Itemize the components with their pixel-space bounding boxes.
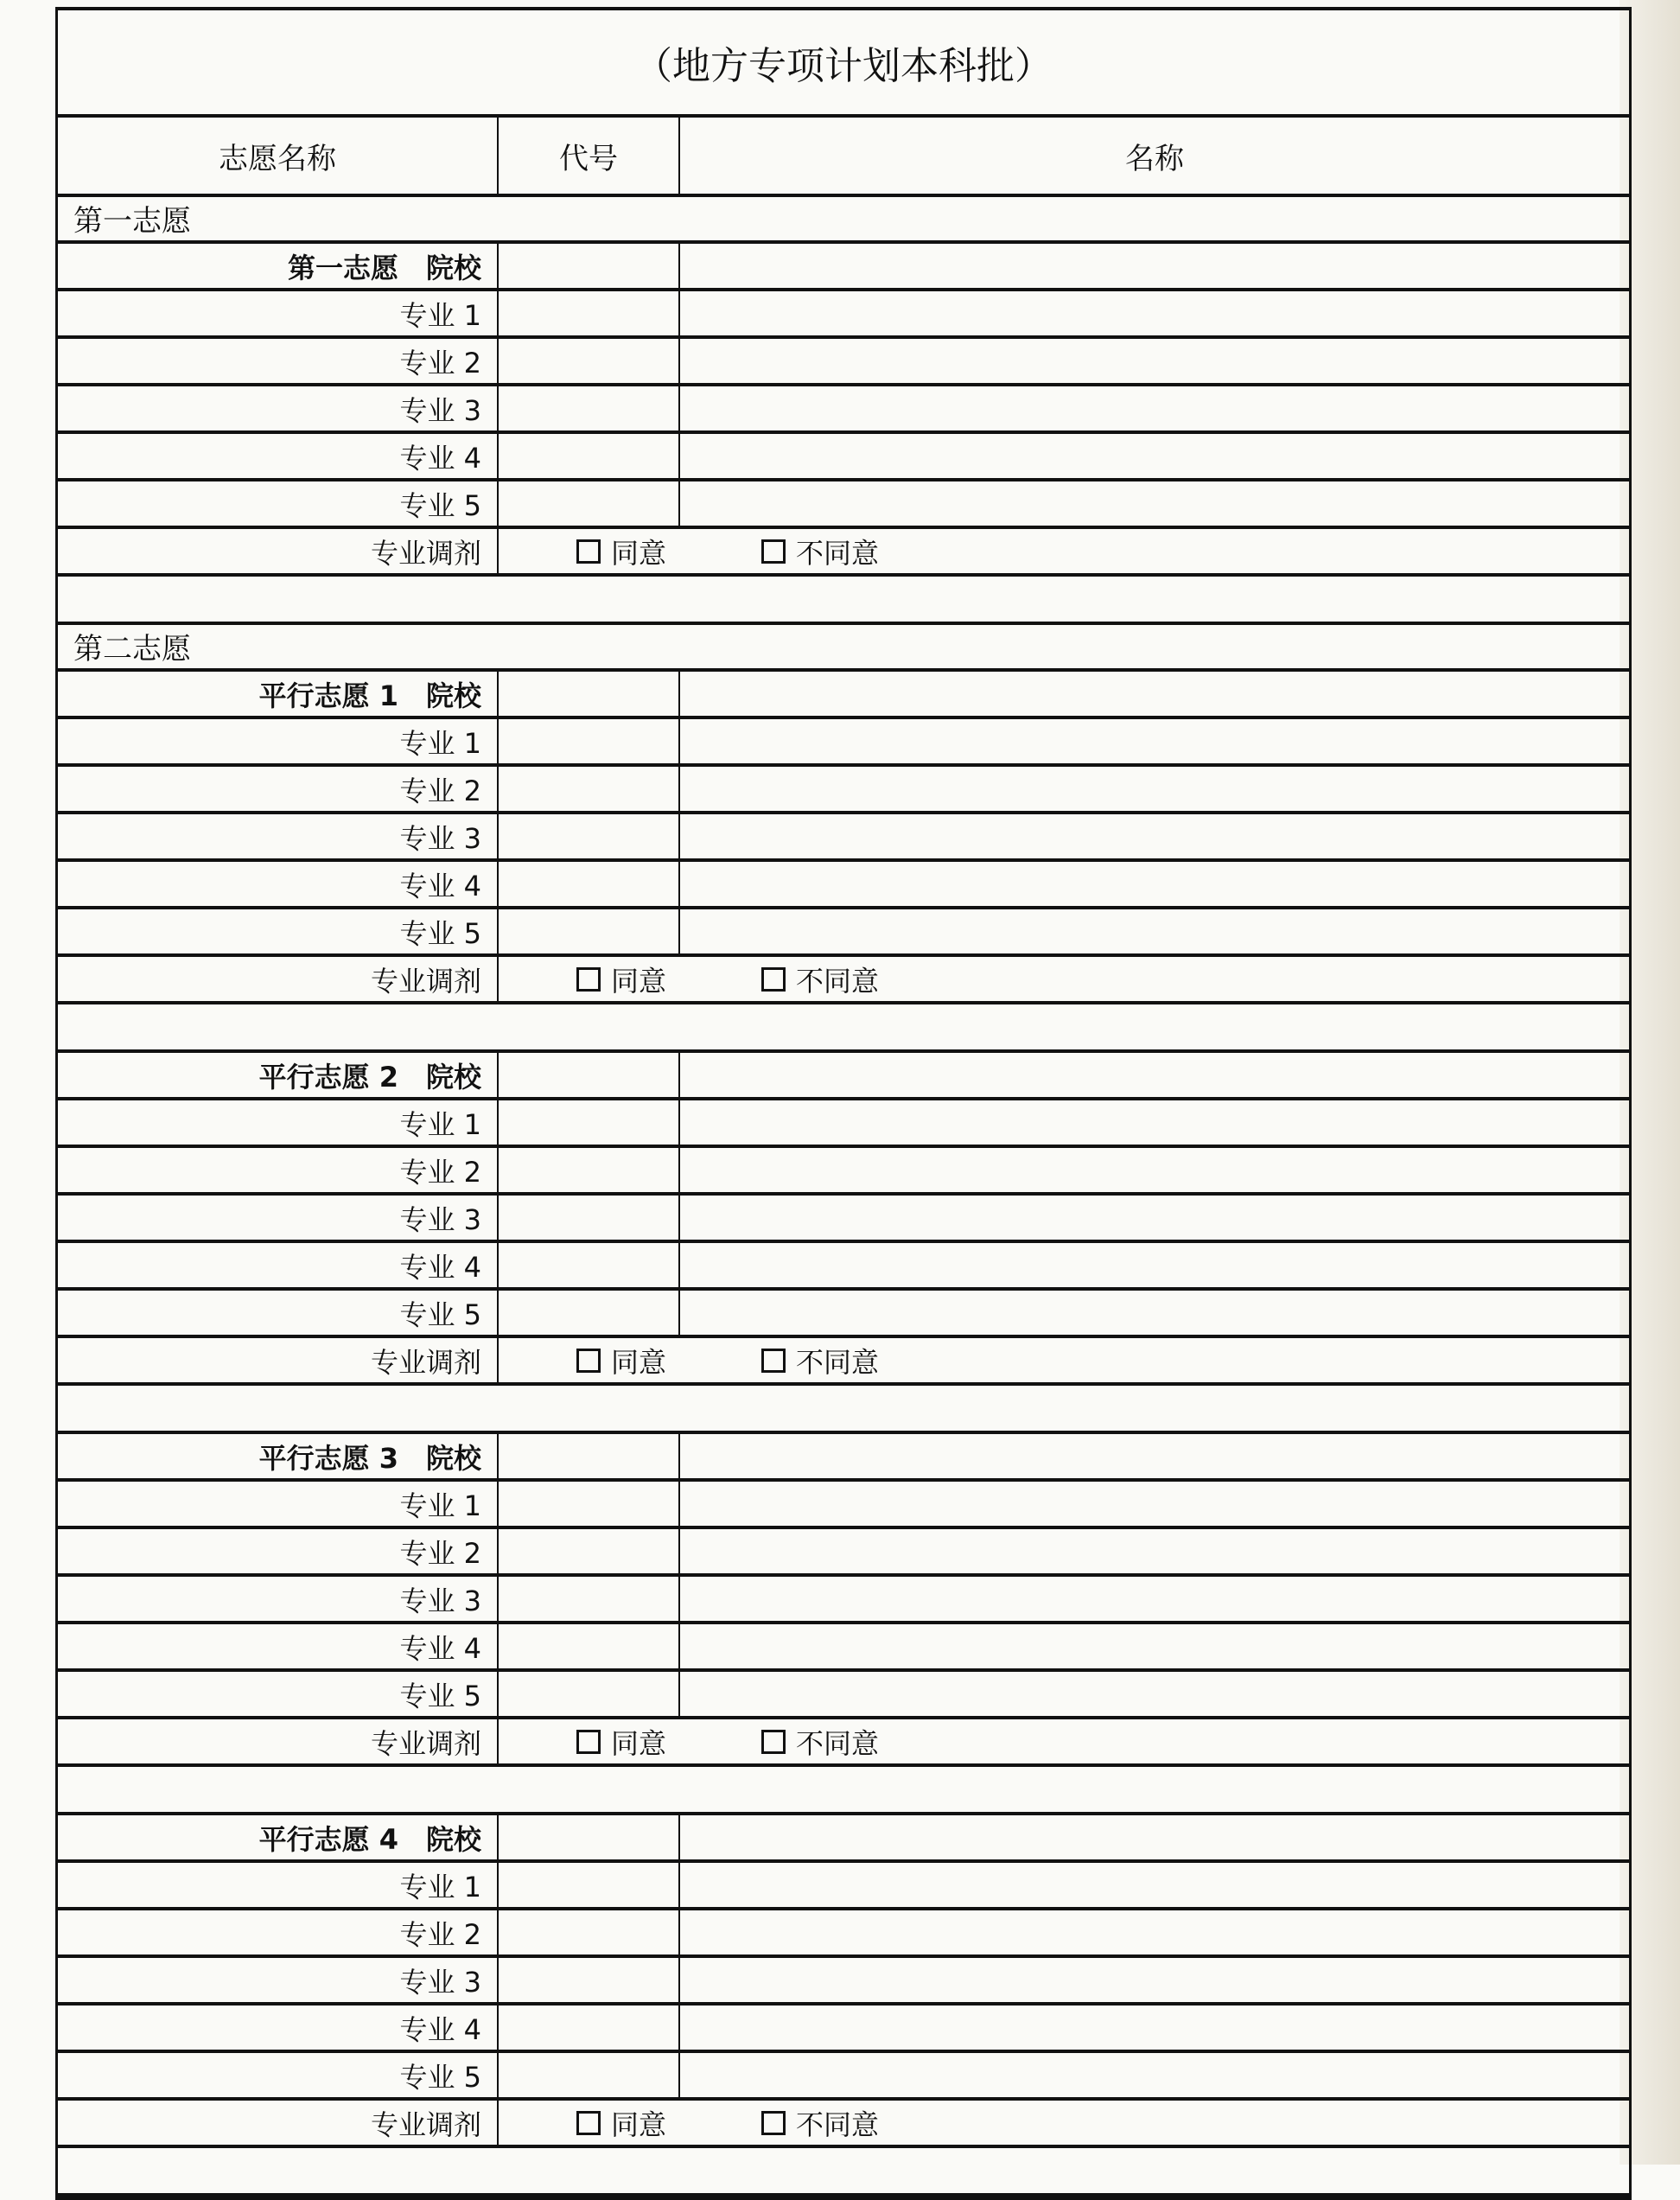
major-code-field[interactable] <box>499 386 680 430</box>
major-name-field[interactable] <box>680 719 1629 763</box>
major-name-field[interactable] <box>680 767 1629 811</box>
major-row <box>58 862 1629 909</box>
school-code-field[interactable] <box>499 1815 680 1859</box>
agree-option[interactable]: 同意 <box>576 532 666 571</box>
major-label: 专业 1 <box>58 291 499 335</box>
major-code-field[interactable] <box>499 1577 680 1621</box>
major-code-field[interactable] <box>499 1672 680 1716</box>
major-name-field[interactable] <box>680 1243 1629 1287</box>
adjust-row <box>58 1338 1629 1386</box>
major-row <box>58 2006 1629 2053</box>
major-name-field[interactable] <box>680 1624 1629 1668</box>
major-code-field[interactable] <box>499 1624 680 1668</box>
major-code-field[interactable] <box>499 1243 680 1287</box>
major-row <box>58 1910 1629 1958</box>
school-row <box>58 244 1629 291</box>
major-code-field[interactable] <box>499 1529 680 1573</box>
major-name-field[interactable] <box>680 1482 1629 1526</box>
school-code-field[interactable] <box>499 1053 680 1097</box>
section-label: 第一志愿 <box>58 197 1629 244</box>
major-code-field[interactable] <box>499 339 680 383</box>
major-name-field[interactable] <box>680 1577 1629 1621</box>
school-name-field[interactable] <box>680 672 1629 716</box>
major-row <box>58 386 1629 434</box>
disagree-option[interactable]: 不同意 <box>761 532 879 571</box>
major-row <box>58 434 1629 481</box>
major-code-field[interactable] <box>499 767 680 811</box>
major-row <box>58 291 1629 339</box>
adjust-label: 专业调剂 <box>58 957 499 1001</box>
school-name-field[interactable] <box>680 1815 1629 1859</box>
agree-option[interactable]: 同意 <box>576 1341 666 1381</box>
adjust-label: 专业调剂 <box>58 2101 499 2145</box>
checkbox-icon[interactable] <box>761 1730 786 1754</box>
checkbox-icon[interactable] <box>761 1349 786 1373</box>
disagree-option[interactable]: 不同意 <box>761 2103 879 2143</box>
major-row <box>58 1672 1629 1719</box>
major-row <box>58 814 1629 862</box>
major-name-field[interactable] <box>680 814 1629 858</box>
checkbox-icon[interactable] <box>576 1349 601 1373</box>
major-label: 专业 3 <box>58 1958 499 2002</box>
major-code-field[interactable] <box>499 1482 680 1526</box>
school-row <box>58 1434 1629 1482</box>
major-label: 专业 1 <box>58 1863 499 1907</box>
agree-option[interactable]: 同意 <box>576 960 666 999</box>
school-row <box>58 1053 1629 1100</box>
major-label: 专业 4 <box>58 862 499 906</box>
major-row <box>58 2053 1629 2101</box>
major-label: 专业 2 <box>58 1529 499 1573</box>
major-name-field[interactable] <box>680 1672 1629 1716</box>
major-name-field[interactable] <box>680 386 1629 430</box>
major-code-field[interactable] <box>499 481 680 526</box>
major-label: 专业 2 <box>58 1148 499 1192</box>
major-name-field[interactable] <box>680 291 1629 335</box>
school-row <box>58 1815 1629 1863</box>
major-code-field[interactable] <box>499 1863 680 1907</box>
major-code-field[interactable] <box>499 291 680 335</box>
adjust-row <box>58 957 1629 1004</box>
major-name-field[interactable] <box>680 1529 1629 1573</box>
major-label: 专业 4 <box>58 2006 499 2050</box>
major-label: 专业 1 <box>58 1482 499 1526</box>
major-name-field[interactable] <box>680 1100 1629 1145</box>
adjust-label: 专业调剂 <box>58 1719 499 1763</box>
school-code-field[interactable] <box>499 244 680 288</box>
section-label: 第二志愿 <box>58 625 1629 672</box>
major-name-field[interactable] <box>680 434 1629 478</box>
school-row <box>58 672 1629 719</box>
checkbox-icon[interactable] <box>761 967 786 992</box>
major-name-field[interactable] <box>680 2006 1629 2050</box>
major-code-field[interactable] <box>499 1291 680 1335</box>
major-name-field[interactable] <box>680 481 1629 526</box>
major-row <box>58 1577 1629 1624</box>
major-code-field[interactable] <box>499 814 680 858</box>
adjust-label: 专业调剂 <box>58 529 499 573</box>
disagree-option[interactable]: 不同意 <box>761 1341 879 1381</box>
major-code-field[interactable] <box>499 719 680 763</box>
major-row <box>58 719 1629 767</box>
major-label: 专业 5 <box>58 909 499 953</box>
major-label: 专业 1 <box>58 719 499 763</box>
major-row <box>58 1482 1629 1529</box>
adjust-row <box>58 1719 1629 1767</box>
major-name-field[interactable] <box>680 2053 1629 2097</box>
checkbox-icon[interactable] <box>576 1730 601 1754</box>
major-label: 专业 5 <box>58 2053 499 2097</box>
major-name-field[interactable] <box>680 1910 1629 1954</box>
disagree-option[interactable]: 不同意 <box>761 960 879 999</box>
header-name: 名称 <box>1125 141 1184 176</box>
major-name-field[interactable] <box>680 1958 1629 2002</box>
major-label: 专业 4 <box>58 1624 499 1668</box>
major-code-field[interactable] <box>499 2006 680 2050</box>
major-code-field[interactable] <box>499 1910 680 1954</box>
major-code-field[interactable] <box>499 909 680 953</box>
spacer-row <box>58 577 1629 625</box>
spacer-row <box>58 1386 1629 1434</box>
checkbox-icon[interactable] <box>761 2111 786 2135</box>
major-name-field[interactable] <box>680 1863 1629 1907</box>
major-code-field[interactable] <box>499 1958 680 2002</box>
major-name-field[interactable] <box>680 1291 1629 1335</box>
major-label: 专业 3 <box>58 386 499 430</box>
major-name-field[interactable] <box>680 1148 1629 1192</box>
major-label: 专业 3 <box>58 1577 499 1621</box>
major-code-field[interactable] <box>499 1196 680 1240</box>
major-code-field[interactable] <box>499 1148 680 1192</box>
major-label: 专业 3 <box>58 814 499 858</box>
major-row <box>58 1958 1629 2006</box>
major-code-field[interactable] <box>499 1100 680 1145</box>
major-row <box>58 1624 1629 1672</box>
major-label: 专业 1 <box>58 1100 499 1145</box>
header-volunteer-name: 志愿名称 <box>58 118 499 194</box>
major-label: 专业 5 <box>58 481 499 526</box>
header-row <box>58 118 1629 197</box>
major-label: 专业 4 <box>58 434 499 478</box>
agree-option[interactable]: 同意 <box>576 2103 666 2143</box>
major-row <box>58 1529 1629 1577</box>
major-row <box>58 909 1629 957</box>
agree-option[interactable]: 同意 <box>576 1722 666 1762</box>
major-name-field[interactable] <box>680 862 1629 906</box>
school-code-field[interactable] <box>499 672 680 716</box>
major-code-field[interactable] <box>499 2053 680 2097</box>
checkbox-icon[interactable] <box>761 539 786 564</box>
major-row <box>58 1291 1629 1338</box>
spacer-row <box>58 2148 1629 2197</box>
application-form <box>55 7 1632 2200</box>
adjust-row <box>58 529 1629 577</box>
school-label: 平行志愿 3 院校 <box>58 1434 499 1478</box>
major-label: 专业 3 <box>58 1196 499 1240</box>
major-code-field[interactable] <box>499 434 680 478</box>
checkbox-icon[interactable] <box>576 539 601 564</box>
major-name-field[interactable] <box>680 1196 1629 1240</box>
school-label: 平行志愿 1 院校 <box>58 672 499 716</box>
checkbox-icon[interactable] <box>576 2111 601 2135</box>
major-label: 专业 5 <box>58 1672 499 1716</box>
major-row <box>58 1243 1629 1291</box>
adjust-label: 专业调剂 <box>58 1338 499 1382</box>
major-row <box>58 481 1629 529</box>
spacer-row <box>58 1004 1629 1053</box>
form-title: （地方专项计划本科批） <box>58 7 1629 118</box>
major-row <box>58 339 1629 386</box>
school-label: 第一志愿 院校 <box>58 244 499 288</box>
major-row <box>58 767 1629 814</box>
school-code-field[interactable] <box>499 1434 680 1478</box>
disagree-option[interactable]: 不同意 <box>761 1722 879 1762</box>
major-label: 专业 5 <box>58 1291 499 1335</box>
school-label: 平行志愿 2 院校 <box>58 1053 499 1097</box>
school-name-field[interactable] <box>680 1053 1629 1097</box>
adjust-row <box>58 2101 1629 2148</box>
major-label: 专业 2 <box>58 339 499 383</box>
major-row <box>58 1100 1629 1148</box>
major-label: 专业 2 <box>58 767 499 811</box>
major-label: 专业 2 <box>58 1910 499 1954</box>
major-label: 专业 4 <box>58 1243 499 1287</box>
school-label: 平行志愿 4 院校 <box>58 1815 499 1859</box>
school-name-field[interactable] <box>680 244 1629 288</box>
major-name-field[interactable] <box>680 339 1629 383</box>
school-name-field[interactable] <box>680 1434 1629 1478</box>
major-name-field[interactable] <box>680 909 1629 953</box>
major-row <box>58 1863 1629 1910</box>
header-code: 代号 <box>499 118 680 194</box>
spacer-row <box>58 1767 1629 1815</box>
checkbox-icon[interactable] <box>576 967 601 992</box>
major-code-field[interactable] <box>499 862 680 906</box>
major-row <box>58 1148 1629 1196</box>
major-row <box>58 1196 1629 1243</box>
